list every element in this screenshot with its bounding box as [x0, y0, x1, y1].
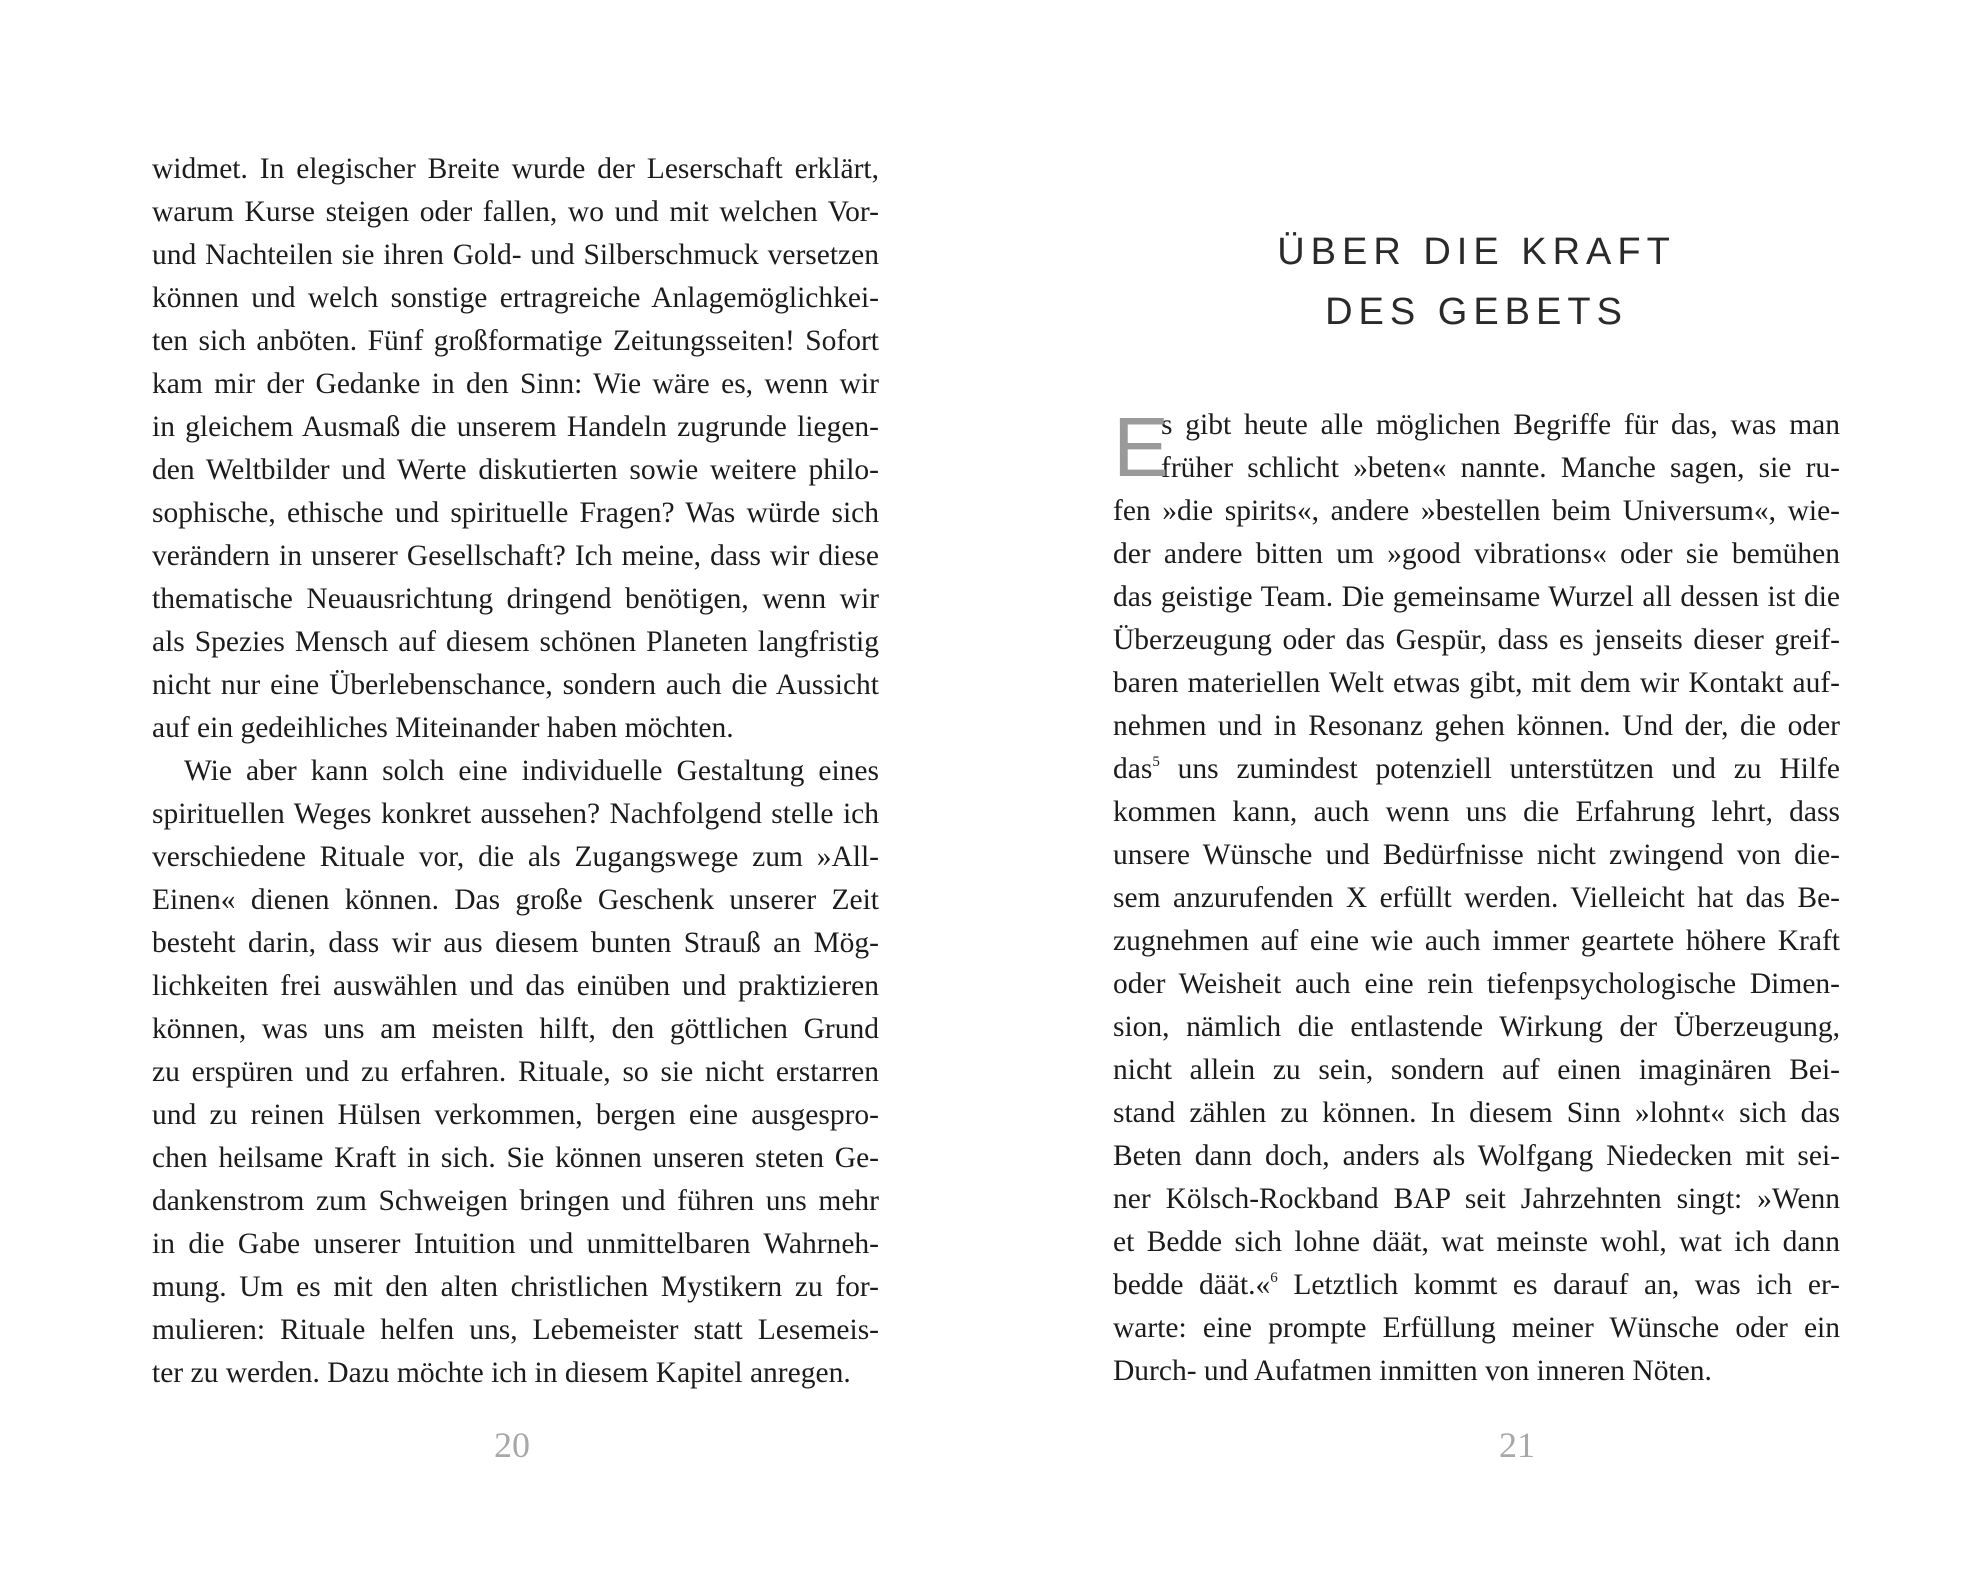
text-line: zu erspüren und zu erfahren. Rituale, so sie nicht erstarren [152, 1056, 879, 1088]
text-line: früher schlicht »beten« nannte. Manche sagen, sie ru- [1161, 452, 1840, 484]
text-line: lichkeiten frei auswählen und das einüben und praktizieren [152, 970, 879, 1002]
left-body-text [152, 148, 879, 1395]
text-line: dankenstrom zum Schweigen bringen und führen uns mehr [152, 1185, 879, 1217]
text-line: thematische Neuausrichtung dringend benötigen, wenn wir [152, 583, 879, 615]
text-line: als Spezies Mensch auf diesem schönen Planeten langfristig [152, 626, 879, 658]
text-fragment: uns zumindest potenziell unterstützen und zu Hilfe [1159, 753, 1840, 785]
paragraph [152, 750, 879, 1395]
text-line: in die Gabe unserer Intuition und unmittelbaren Wahrneh- [152, 1228, 879, 1260]
text-line: baren materiellen Welt etwas gibt, mit dem wir Kontakt auf- [1113, 667, 1840, 699]
text-line: Durch- und Aufatmen inmitten von inneren Nöten. [1113, 1355, 1712, 1387]
text-line: nicht allein zu sein, sondern auf einen imaginären Bei- [1113, 1054, 1840, 1086]
opening-lines [1113, 400, 1840, 494]
text-fragment: das [1113, 753, 1153, 785]
text-line: das geistige Team. Die gemeinsame Wurzel all dessen ist die [1113, 581, 1840, 613]
text-line-footnote-5 [1113, 748, 1840, 791]
text-line: warte: eine prompte Erfüllung meiner Wünsche oder ein [1113, 1312, 1840, 1344]
footnote-marker-6: 6 [1270, 1270, 1278, 1286]
text-line: fen »die spirits«, andere »bestellen beim Universum«, wie- [1113, 495, 1840, 527]
chapter-title-line-1: ÜBER DIE KRAFT [1277, 231, 1676, 273]
text-line: kam mir der Gedanke in den Sinn: Wie wäre es, wenn wir [152, 368, 879, 400]
paragraph [152, 148, 879, 750]
text-line: und zu reinen Hülsen verkommen, bergen eine ausgespro- [152, 1099, 879, 1131]
text-line: nehmen und in Resonanz gehen können. Und der, die oder [1113, 710, 1840, 742]
text-fragment: Letztlich kommt es darauf an, was ich er- [1277, 1269, 1840, 1301]
text-line: der andere bitten um »good vibrations« oder sie bemühen [1113, 538, 1840, 570]
drop-cap: E [1113, 400, 1170, 494]
text-line: nicht nur eine Überlebenschance, sondern auch die Aussicht [152, 669, 879, 701]
text-line: den Weltbilder und Werte diskutierten sowie weitere philo- [152, 454, 879, 486]
text-line: oder Weisheit auch eine rein tiefenpsychologische Dimen- [1113, 968, 1840, 1000]
text-line: et Bedde sich lohne däät, wat meinste wohl, wat ich dann [1113, 1226, 1840, 1258]
text-line: verschiedene Rituale vor, die als Zugangswege zum »All- [152, 841, 879, 873]
text-line: spirituellen Weges konkret aussehen? Nachfolgend stelle ich [152, 798, 879, 830]
text-line: sion, nämlich die entlastende Wirkung der Überzeugung, [1113, 1011, 1840, 1043]
right-page [984, 0, 1969, 1575]
text-line: können, was uns am meisten hilft, den göttlichen Grund [152, 1013, 879, 1045]
text-line: besteht darin, dass wir aus diesem bunten Strauß an Mög- [152, 927, 879, 959]
text-line: widmet. In elegischer Breite wurde der Leserschaft erklärt, [152, 153, 879, 185]
text-line: unsere Wünsche und Bedürfnisse nicht zwingend von die- [1113, 839, 1840, 871]
left-page [0, 0, 984, 1575]
text-line: warum Kurse steigen oder fallen, wo und mit welchen Vor- [152, 196, 879, 228]
text-line: ter zu werden. Dazu möchte ich in diesem Kapitel anregen. [152, 1357, 851, 1389]
page-number-right: 21 [1499, 1425, 1535, 1465]
text-line: s gibt heute alle möglichen Begriffe für das, was man [1161, 409, 1840, 441]
text-line: zugnehmen auf eine wie auch immer geartete höhere Kraft [1113, 925, 1840, 957]
text-line: können und welch sonstige ertragreiche Anlagemöglichkei- [152, 282, 879, 314]
right-body-text [1113, 400, 1840, 1393]
text-line: verändern in unserer Gesellschaft? Ich meine, dass wir diese [152, 540, 879, 572]
footnote-marker-5: 5 [1152, 754, 1160, 770]
text-line: sem anzurufenden X erfüllt werden. Vielleicht hat das Be- [1113, 882, 1840, 914]
text-line: auf ein gedeihliches Miteinander haben möchten. [152, 712, 734, 744]
text-line: ten sich anböten. Fünf großformatige Zeitungsseiten! Sofort [152, 325, 879, 357]
text-line: stand zählen zu können. In diesem Sinn »lohnt« sich das [1113, 1097, 1840, 1129]
text-line: chen heilsame Kraft in sich. Sie können unseren steten Ge- [152, 1142, 879, 1174]
text-line: Wie aber kann solch eine individuelle Gestaltung eines [184, 755, 879, 787]
text-line: sophische, ethische und spirituelle Fragen? Was würde sich [152, 497, 879, 529]
text-fragment: bedde däät.« [1113, 1269, 1271, 1301]
text-line: kommen kann, auch wenn uns die Erfahrung lehrt, dass [1113, 796, 1840, 828]
text-line: ner Kölsch-Rockband BAP seit Jahrzehnten singt: »Wenn [1113, 1183, 1840, 1215]
text-line: mung. Um es mit den alten christlichen Mystikern zu for- [152, 1271, 879, 1303]
text-line: in gleichem Ausmaß die unserem Handeln zugrunde liegen- [152, 411, 879, 443]
text-line: Beten dann doch, anders als Wolfgang Niedecken mit sei- [1113, 1140, 1840, 1172]
chapter-title-line-2: DES GEBETS [1325, 291, 1628, 333]
text-line: Überzeugung oder das Gespür, dass es jenseits dieser greif- [1113, 624, 1840, 656]
text-line: mulieren: Rituale helfen uns, Lebemeister statt Lesemeis- [152, 1314, 879, 1346]
page-number-left: 20 [494, 1425, 530, 1465]
chapter-title [1113, 222, 1840, 342]
text-line: und Nachteilen sie ihren Gold- und Silberschmuck versetzen [152, 239, 879, 271]
text-line-footnote-6 [1113, 1264, 1840, 1307]
text-line: Einen« dienen können. Das große Geschenk unserer Zeit [152, 884, 879, 916]
